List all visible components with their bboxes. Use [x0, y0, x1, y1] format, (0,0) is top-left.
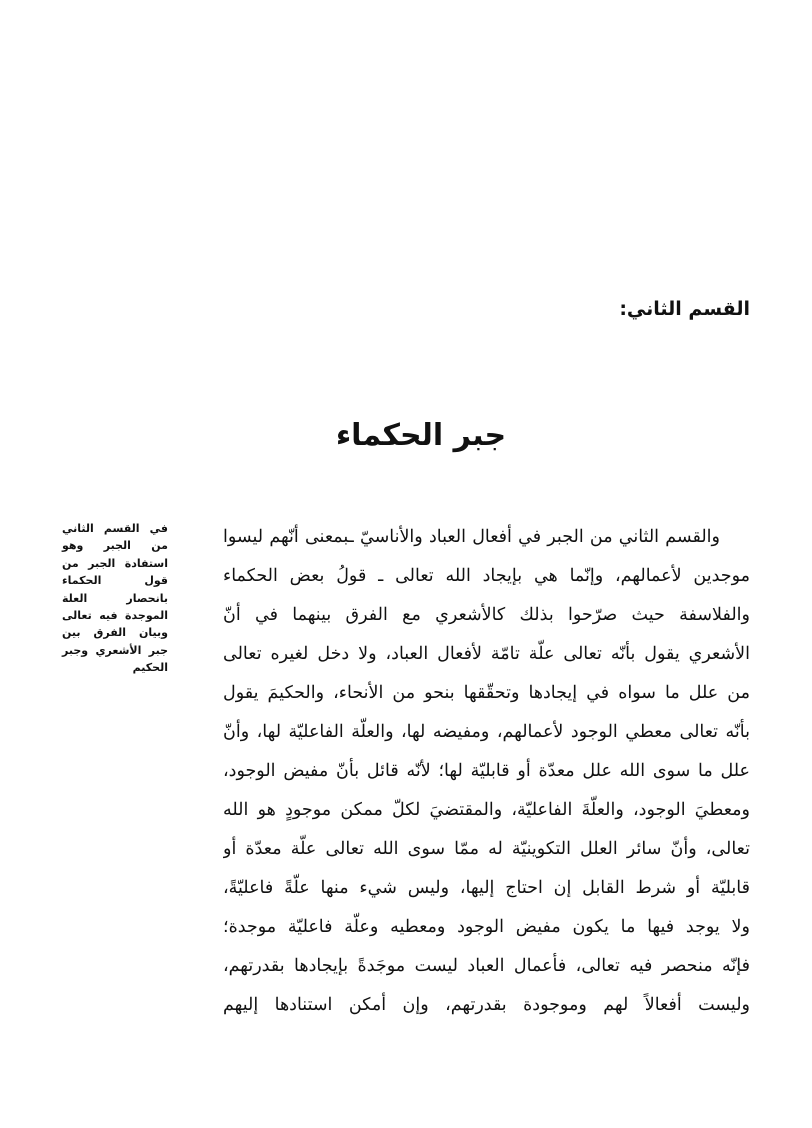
body-line: الأشعري يقول بأنّه تعالى علّة تامّة لأفعال العباد، ولا دخل لغيره تعالى: [223, 644, 750, 664]
body-line: علل ما سوى الله علل معدّة أو قابليّة لها؛ لأنّه قائل بأنّ مفيض الوجود،: [223, 761, 750, 781]
chapter-title: جبر الحكماء: [335, 418, 507, 453]
body-line: موجدين لأعمالهم، وإنّما هي بإيجاد الله تعالى ـ قولُ بعض الحكماء: [223, 566, 750, 586]
body-text: [223, 518, 750, 1025]
section-label: القسم الثاني:: [619, 298, 750, 320]
body-line: والقسم الثاني من الجبر في أفعال العباد والأناسيّ ـبمعنى أنّهم ليسوا: [223, 527, 720, 547]
margin-note: في القسم الثاني من الجبر وهو استفادة الجبر من قول الحكماء بانحصار العلة الموجدة فيه تعالى وبيان الفرق بين جبر الأشعري وجبر الحكيم: [62, 522, 168, 675]
body-line: من علل ما سواه في إيجادها وتحقّقها بنحو من الأنحاء، والحكيمَ يقول: [223, 683, 750, 703]
body-line: فإنّه منحصر فيه تعالى، فأعمال العباد ليست موجَدةً بإيجادها بقدرتهم،: [223, 956, 750, 976]
body-line: قابليّة أو شرط القابل إن احتاج إليها، وليس شيء منها علّةً فاعليّةً،: [223, 878, 750, 898]
body-line: ومعطيَ الوجود، والعلّةَ الفاعليّة، والمقتضيَ لكلّ ممكن موجودٍ هو الله: [223, 800, 750, 820]
body-line: وليست أفعالاً لهم وموجودة بقدرتهم، وإن أمكن استنادها إليهم: [223, 995, 750, 1015]
body-line: بأنّه تعالى معطي الوجود لأعمالهم، ومفيضه لها، والعلّة الفاعليّة لها، وأنّ: [223, 722, 750, 742]
body-line: والفلاسفة حيث صرّحوا بذلك كالأشعري مع الفرق بينهما في أنّ: [223, 605, 750, 625]
body-line: ولا يوجد فيها ما يكون مفيض الوجود ومعطيه وعلّة فاعليّة موجدة؛: [223, 917, 750, 937]
body-line: تعالى، وأنّ سائر العلل التكوينيّة له ممّا سوى الله تعالى علّة معدّة أو: [223, 839, 750, 859]
